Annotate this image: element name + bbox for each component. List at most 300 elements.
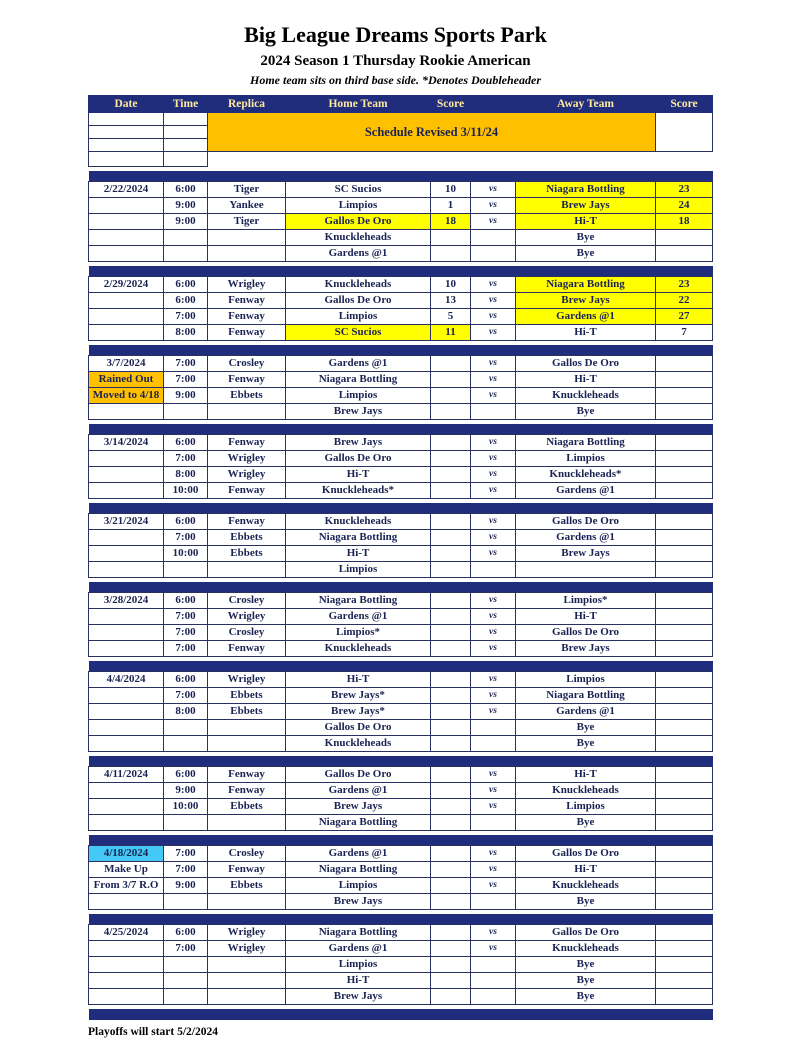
game-row <box>89 989 713 1005</box>
away-team-cell: Niagara Bottling <box>516 435 656 451</box>
replica-cell: Ebbets <box>208 878 286 894</box>
replica-cell: Fenway <box>208 293 286 309</box>
away-score-cell <box>656 530 713 546</box>
home-team-cell: Niagara Bottling <box>286 862 431 878</box>
separator-cell <box>89 835 713 846</box>
vs-cell: vs <box>471 941 516 957</box>
home-score-cell <box>431 941 471 957</box>
replica-cell: Ebbets <box>208 388 286 404</box>
away-team-cell <box>516 562 656 578</box>
away-team-cell: Niagara Bottling <box>516 688 656 704</box>
home-team-cell: Gardens @1 <box>286 356 431 372</box>
time-cell: 10:00 <box>164 546 208 562</box>
vs-cell: vs <box>471 593 516 609</box>
away-team-cell: Limpios* <box>516 593 656 609</box>
away-team-cell: Brew Jays <box>516 293 656 309</box>
home-team-cell: Niagara Bottling <box>286 530 431 546</box>
replica-cell: Wrigley <box>208 467 286 483</box>
vs-cell: vs <box>471 767 516 783</box>
game-row <box>89 704 713 720</box>
replica-cell: Ebbets <box>208 704 286 720</box>
time-cell: 7:00 <box>164 941 208 957</box>
away-score-cell <box>656 246 713 262</box>
time-cell <box>164 562 208 578</box>
time-cell: 7:00 <box>164 609 208 625</box>
away-score-cell: 18 <box>656 214 713 230</box>
replica-cell: Fenway <box>208 514 286 530</box>
separator-cell <box>89 171 713 182</box>
away-score-cell: 7 <box>656 325 713 341</box>
home-team-cell: Limpios <box>286 388 431 404</box>
replica-cell: Tiger <box>208 182 286 198</box>
replica-cell: Ebbets <box>208 546 286 562</box>
date-cell <box>89 404 164 420</box>
home-team-cell: Knuckleheads* <box>286 483 431 499</box>
home-team-cell: Gallos De Oro <box>286 767 431 783</box>
date-cell <box>89 562 164 578</box>
vs-cell: vs <box>471 309 516 325</box>
replica-cell <box>208 989 286 1005</box>
away-score-cell <box>656 356 713 372</box>
away-score-cell <box>656 404 713 420</box>
away-team-cell: Bye <box>516 720 656 736</box>
separator-cell <box>89 424 713 435</box>
replica-cell: Fenway <box>208 483 286 499</box>
home-team-cell: Brew Jays* <box>286 688 431 704</box>
game-row <box>89 435 713 451</box>
away-team-cell: Gardens @1 <box>516 483 656 499</box>
game-row <box>89 546 713 562</box>
date-cell <box>89 815 164 831</box>
away-team-cell: Bye <box>516 736 656 752</box>
col-header-replica: Replica <box>208 96 286 113</box>
date-cell: Make Up <box>89 862 164 878</box>
date-cell <box>89 799 164 815</box>
date-cell: 4/11/2024 <box>89 767 164 783</box>
vs-cell: vs <box>471 325 516 341</box>
game-row <box>89 641 713 657</box>
replica-cell: Crosley <box>208 625 286 641</box>
home-team-cell: Hi-T <box>286 546 431 562</box>
away-score-cell <box>656 514 713 530</box>
week-separator-bar <box>89 345 713 356</box>
vs-cell: vs <box>471 214 516 230</box>
home-score-cell <box>431 641 471 657</box>
home-team-cell: Gallos De Oro <box>286 720 431 736</box>
home-score-cell <box>431 372 471 388</box>
date-cell <box>89 546 164 562</box>
vs-cell <box>471 957 516 973</box>
home-team-cell: Gardens @1 <box>286 783 431 799</box>
game-row <box>89 878 713 894</box>
away-team-cell: Brew Jays <box>516 198 656 214</box>
replica-cell: Fenway <box>208 325 286 341</box>
date-cell: 4/25/2024 <box>89 925 164 941</box>
replica-cell <box>208 894 286 910</box>
date-cell: 3/7/2024 <box>89 356 164 372</box>
away-team-cell: Limpios <box>516 799 656 815</box>
home-score-cell <box>431 957 471 973</box>
home-score-cell <box>431 736 471 752</box>
col-header-away-team: Away Team <box>516 96 656 113</box>
separator-cell <box>89 1009 713 1020</box>
home-team-cell: Gallos De Oro <box>286 451 431 467</box>
away-score-cell <box>656 894 713 910</box>
vs-cell: vs <box>471 388 516 404</box>
away-team-cell: Hi-T <box>516 214 656 230</box>
replica-cell <box>208 736 286 752</box>
home-score-cell <box>431 562 471 578</box>
time-cell: 7:00 <box>164 309 208 325</box>
vs-cell <box>471 720 516 736</box>
separator-cell <box>89 345 713 356</box>
replica-cell: Yankee <box>208 198 286 214</box>
home-score-cell <box>431 925 471 941</box>
banner-row <box>89 113 713 126</box>
game-row <box>89 404 713 420</box>
vs-cell <box>471 246 516 262</box>
home-score-cell <box>431 989 471 1005</box>
separator-cell <box>89 661 713 672</box>
empty-cell <box>164 126 208 139</box>
game-row <box>89 799 713 815</box>
game-row <box>89 514 713 530</box>
game-row <box>89 925 713 941</box>
game-row <box>89 467 713 483</box>
home-score-cell <box>431 704 471 720</box>
away-team-cell: Bye <box>516 815 656 831</box>
time-cell: 9:00 <box>164 878 208 894</box>
vs-cell: vs <box>471 530 516 546</box>
col-header-vs <box>471 96 516 113</box>
game-row <box>89 609 713 625</box>
time-cell: 7:00 <box>164 846 208 862</box>
replica-cell: Ebbets <box>208 530 286 546</box>
away-score-cell <box>656 704 713 720</box>
time-cell <box>164 957 208 973</box>
away-team-cell: Limpios <box>516 672 656 688</box>
replica-cell: Fenway <box>208 641 286 657</box>
vs-cell: vs <box>471 878 516 894</box>
date-cell: 3/28/2024 <box>89 593 164 609</box>
home-score-cell: 18 <box>431 214 471 230</box>
empty-row <box>89 152 713 167</box>
time-cell: 10:00 <box>164 799 208 815</box>
time-cell: 6:00 <box>164 593 208 609</box>
empty-cell <box>89 139 164 152</box>
date-cell: From 3/7 R.O <box>89 878 164 894</box>
date-cell <box>89 894 164 910</box>
vs-cell: vs <box>471 625 516 641</box>
vs-cell: vs <box>471 688 516 704</box>
game-row <box>89 941 713 957</box>
away-score-cell <box>656 688 713 704</box>
home-score-cell <box>431 720 471 736</box>
home-score-cell <box>431 672 471 688</box>
home-team-cell: Knuckleheads <box>286 230 431 246</box>
home-team-cell: Gardens @1 <box>286 941 431 957</box>
time-cell: 9:00 <box>164 783 208 799</box>
game-row <box>89 246 713 262</box>
game-row <box>89 957 713 973</box>
time-cell: 9:00 <box>164 214 208 230</box>
away-score-cell <box>656 372 713 388</box>
away-team-cell: Niagara Bottling <box>516 277 656 293</box>
week-separator-bar <box>89 756 713 767</box>
away-score-cell <box>656 435 713 451</box>
away-team-cell: Hi-T <box>516 862 656 878</box>
time-cell: 6:00 <box>164 277 208 293</box>
time-cell <box>164 246 208 262</box>
away-score-cell: 23 <box>656 277 713 293</box>
empty-cell <box>164 113 208 126</box>
away-team-cell: Knuckleheads <box>516 388 656 404</box>
home-team-cell: Brew Jays <box>286 894 431 910</box>
replica-cell: Crosley <box>208 356 286 372</box>
date-cell: 3/21/2024 <box>89 514 164 530</box>
home-team-cell: Brew Jays <box>286 404 431 420</box>
separator-cell <box>89 914 713 925</box>
game-row <box>89 325 713 341</box>
vs-cell <box>471 973 516 989</box>
vs-cell: vs <box>471 609 516 625</box>
home-score-cell <box>431 625 471 641</box>
date-cell <box>89 641 164 657</box>
away-score-cell <box>656 388 713 404</box>
playoffs-note: Playoffs will start 5/2/2024 <box>88 1025 218 1038</box>
separator-cell <box>89 582 713 593</box>
home-score-cell <box>431 894 471 910</box>
vs-cell: vs <box>471 483 516 499</box>
date-cell <box>89 293 164 309</box>
vs-cell: vs <box>471 372 516 388</box>
empty-cell <box>431 152 471 167</box>
home-score-cell <box>431 404 471 420</box>
home-score-cell <box>431 846 471 862</box>
date-cell <box>89 973 164 989</box>
away-score-cell <box>656 641 713 657</box>
vs-cell: vs <box>471 704 516 720</box>
game-row <box>89 862 713 878</box>
away-team-cell: Knuckleheads <box>516 878 656 894</box>
replica-cell <box>208 720 286 736</box>
game-row <box>89 277 713 293</box>
replica-cell: Crosley <box>208 593 286 609</box>
away-team-cell: Bye <box>516 246 656 262</box>
replica-cell: Wrigley <box>208 609 286 625</box>
game-row <box>89 230 713 246</box>
home-team-cell: Knuckleheads <box>286 514 431 530</box>
game-row <box>89 483 713 499</box>
home-team-cell: Niagara Bottling <box>286 593 431 609</box>
col-header-home-team: Home Team <box>286 96 431 113</box>
vs-cell: vs <box>471 846 516 862</box>
away-team-cell: Knuckleheads <box>516 941 656 957</box>
vs-cell <box>471 894 516 910</box>
game-row <box>89 293 713 309</box>
home-score-cell <box>431 356 471 372</box>
home-score-cell <box>431 514 471 530</box>
game-row <box>89 672 713 688</box>
away-score-cell <box>656 878 713 894</box>
date-cell: 4/18/2024 <box>89 846 164 862</box>
game-row <box>89 214 713 230</box>
away-score-cell <box>656 451 713 467</box>
home-team-cell: Limpios <box>286 562 431 578</box>
away-score-cell: 23 <box>656 182 713 198</box>
empty-cell <box>471 152 516 167</box>
time-cell: 6:00 <box>164 293 208 309</box>
vs-cell: vs <box>471 277 516 293</box>
date-cell: Moved to 4/18 <box>89 388 164 404</box>
away-score-cell <box>656 625 713 641</box>
game-row <box>89 388 713 404</box>
home-team-cell: Knuckleheads <box>286 641 431 657</box>
away-score-cell <box>656 799 713 815</box>
home-score-cell: 13 <box>431 293 471 309</box>
home-team-cell: Gallos De Oro <box>286 214 431 230</box>
empty-cell <box>89 126 164 139</box>
week-separator-bar <box>89 266 713 277</box>
away-team-cell: Hi-T <box>516 767 656 783</box>
away-team-cell: Limpios <box>516 451 656 467</box>
date-cell <box>89 704 164 720</box>
game-row <box>89 625 713 641</box>
separator-cell <box>89 503 713 514</box>
away-score-cell <box>656 672 713 688</box>
vs-cell <box>471 989 516 1005</box>
game-row <box>89 198 713 214</box>
game-row <box>89 783 713 799</box>
date-cell <box>89 530 164 546</box>
away-score-cell <box>656 593 713 609</box>
empty-cell <box>164 152 208 167</box>
away-team-cell: Gardens @1 <box>516 530 656 546</box>
time-cell: 7:00 <box>164 688 208 704</box>
away-score-cell <box>656 925 713 941</box>
home-team-cell: Gallos De Oro <box>286 293 431 309</box>
time-cell <box>164 720 208 736</box>
away-team-cell: Bye <box>516 989 656 1005</box>
game-row <box>89 593 713 609</box>
col-header-away-score: Score <box>656 96 713 113</box>
home-team-cell: Limpios* <box>286 625 431 641</box>
away-score-cell <box>656 546 713 562</box>
date-cell <box>89 483 164 499</box>
vs-cell <box>471 562 516 578</box>
home-score-cell <box>431 878 471 894</box>
home-team-cell: Limpios <box>286 878 431 894</box>
home-score-cell <box>431 593 471 609</box>
away-team-cell: Bye <box>516 230 656 246</box>
date-cell <box>89 688 164 704</box>
empty-cell <box>89 152 164 167</box>
away-team-cell: Gallos De Oro <box>516 925 656 941</box>
away-team-cell: Gallos De Oro <box>516 625 656 641</box>
home-score-cell <box>431 609 471 625</box>
page-subtitle: 2024 Season 1 Thursday Rookie American <box>260 53 531 69</box>
time-cell: 7:00 <box>164 641 208 657</box>
vs-cell <box>471 815 516 831</box>
date-cell <box>89 198 164 214</box>
time-cell: 7:00 <box>164 530 208 546</box>
vs-cell: vs <box>471 862 516 878</box>
vs-cell: vs <box>471 925 516 941</box>
page-note: Home team sits on third base side. *Denotes Doubleheader <box>250 73 541 87</box>
home-score-cell <box>431 546 471 562</box>
date-cell <box>89 957 164 973</box>
away-team-cell: Bye <box>516 957 656 973</box>
away-score-cell <box>656 720 713 736</box>
home-team-cell: Brew Jays* <box>286 704 431 720</box>
page-title: Big League Dreams Sports Park <box>244 22 547 47</box>
away-team-cell: Hi-T <box>516 609 656 625</box>
col-header-time: Time <box>164 96 208 113</box>
replica-cell: Crosley <box>208 846 286 862</box>
home-team-cell: Niagara Bottling <box>286 372 431 388</box>
game-row <box>89 309 713 325</box>
replica-cell <box>208 404 286 420</box>
date-cell <box>89 989 164 1005</box>
empty-cell <box>516 152 656 167</box>
replica-cell <box>208 815 286 831</box>
replica-cell: Fenway <box>208 862 286 878</box>
home-team-cell: Knuckleheads <box>286 736 431 752</box>
vs-cell <box>471 736 516 752</box>
away-score-cell <box>656 846 713 862</box>
away-score-cell <box>656 230 713 246</box>
time-cell <box>164 989 208 1005</box>
vs-cell: vs <box>471 356 516 372</box>
time-cell: 8:00 <box>164 467 208 483</box>
empty-cell <box>656 152 713 167</box>
game-row <box>89 530 713 546</box>
time-cell: 6:00 <box>164 925 208 941</box>
away-team-cell: Bye <box>516 894 656 910</box>
home-team-cell: Niagara Bottling <box>286 815 431 831</box>
date-cell <box>89 625 164 641</box>
empty-cell <box>89 113 164 126</box>
game-row <box>89 846 713 862</box>
date-cell <box>89 720 164 736</box>
away-score-cell <box>656 736 713 752</box>
week-separator-bar <box>89 1009 713 1020</box>
game-row <box>89 894 713 910</box>
away-score-cell: 27 <box>656 309 713 325</box>
empty-cell <box>286 152 431 167</box>
vs-cell <box>471 230 516 246</box>
away-score-cell <box>656 989 713 1005</box>
empty-cell <box>164 139 208 152</box>
away-score-cell <box>656 562 713 578</box>
week-separator-bar <box>89 424 713 435</box>
col-header-home-score: Score <box>431 96 471 113</box>
home-team-cell: Hi-T <box>286 467 431 483</box>
home-team-cell: Brew Jays <box>286 435 431 451</box>
game-row <box>89 562 713 578</box>
away-score-cell <box>656 862 713 878</box>
game-row <box>89 736 713 752</box>
date-cell <box>89 230 164 246</box>
col-header-date: Date <box>89 96 164 113</box>
date-cell <box>89 451 164 467</box>
replica-cell: Tiger <box>208 214 286 230</box>
date-cell: 2/22/2024 <box>89 182 164 198</box>
game-row <box>89 356 713 372</box>
date-cell <box>89 309 164 325</box>
replica-cell: Fenway <box>208 783 286 799</box>
replica-cell: Wrigley <box>208 277 286 293</box>
